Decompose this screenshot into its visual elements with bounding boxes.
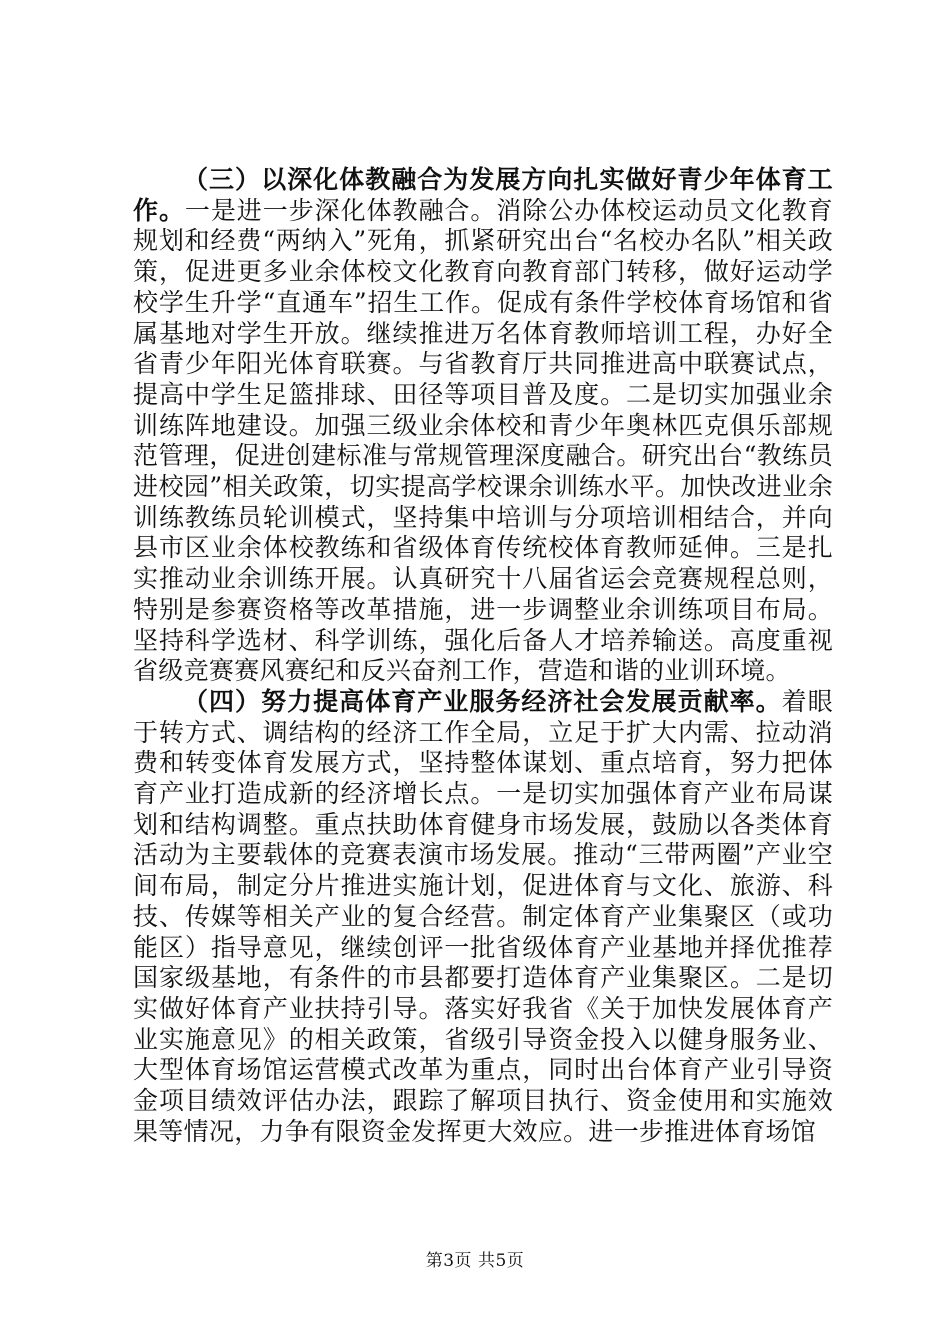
page-number-footer: 第3页 共5页 (425, 1251, 525, 1271)
paragraph-text: 一是进一步深化体教融合。消除公办体校运动员文化教育规划和经费“两纳入”死角，抓紧研究出台“名校办名队”相关政策，促进更多业余体校文化教育向教育部门转移，做好运动学校学生升学“直通车”招生工作。促成有条件学校体育场馆和省属基地对学生开放。继续推进万名体育教师培训工程，办好全省青少年阳光体育联赛。与省教育厅共同推进高中联赛试点，提高中学生足篮排球、田径等项目普及度。二是切实加强业余训练阵地建设。加强三级业余体校和青少年奥林匹克俱乐部规范管理，促进创建标准与常规管理深度融合。研究出台“教练员进校园”相关政策，切实提高学校课余训练水平。加快改进业余训练教练员轮训模式，坚持集中培训与分项培训相结合，并向县市区业余体校教练和省级体育传统校体育教师延伸。三是扎实推动业余训练开展。认真研究十八届省运会竞赛规程总则，特别是参赛资格等改革措施，进一步调整业余训练项目布局。坚持科学选材、科学训练，强化后备人才培养输送。高度重视省级竞赛赛风赛纪和反兴奋剂工作，营造和谐的业训环境。 (133, 195, 833, 686)
paragraph-section-3 (133, 165, 833, 687)
paragraph-heading: （四）努力提高体育产业服务经济社会发展贡献率。 (183, 686, 782, 716)
document-body (133, 165, 833, 1148)
paragraph-text: 着眼于转方式、调结构的经济工作全局，立足于扩大内需、拉动消费和转变体育发展方式，坚持整体谋划、重点培育，努力把体育产业打造成新的经济增长点。一是切实加强体育产业布局谋划和结构调整。重点扶助体育健身市场发展，鼓励以各类体育活动为主要载体的竞赛表演市场发展。推动“三带两圈”产业空间布局，制定分片推进实施计划，促进体育与文化、旅游、科技、传媒等相关产业的复合经营。制定体育产业集聚区（或功能区）指导意见，继续创评一批省级体育产业基地并择优推荐国家级基地，有条件的市县都要打造体育产业集聚区。二是切实做好体育产业扶持引导。落实好我省《关于加快发展体育产业实施意见》的相关政策，省级引导资金投入以健身服务业、大型体育场馆运营模式改革为重点，同时出台体育产业引导资金项目绩效评估办法，跟踪了解项目执行、资金使用和实施效果等情况，力争有限资金发挥更大效应。进一步推进体育场馆 (133, 686, 834, 1146)
paragraph-heading: （三）以深化体教融合为发展方向扎实做好青少年体育工作。 (133, 165, 833, 225)
paragraph-section-4 (133, 687, 833, 1148)
